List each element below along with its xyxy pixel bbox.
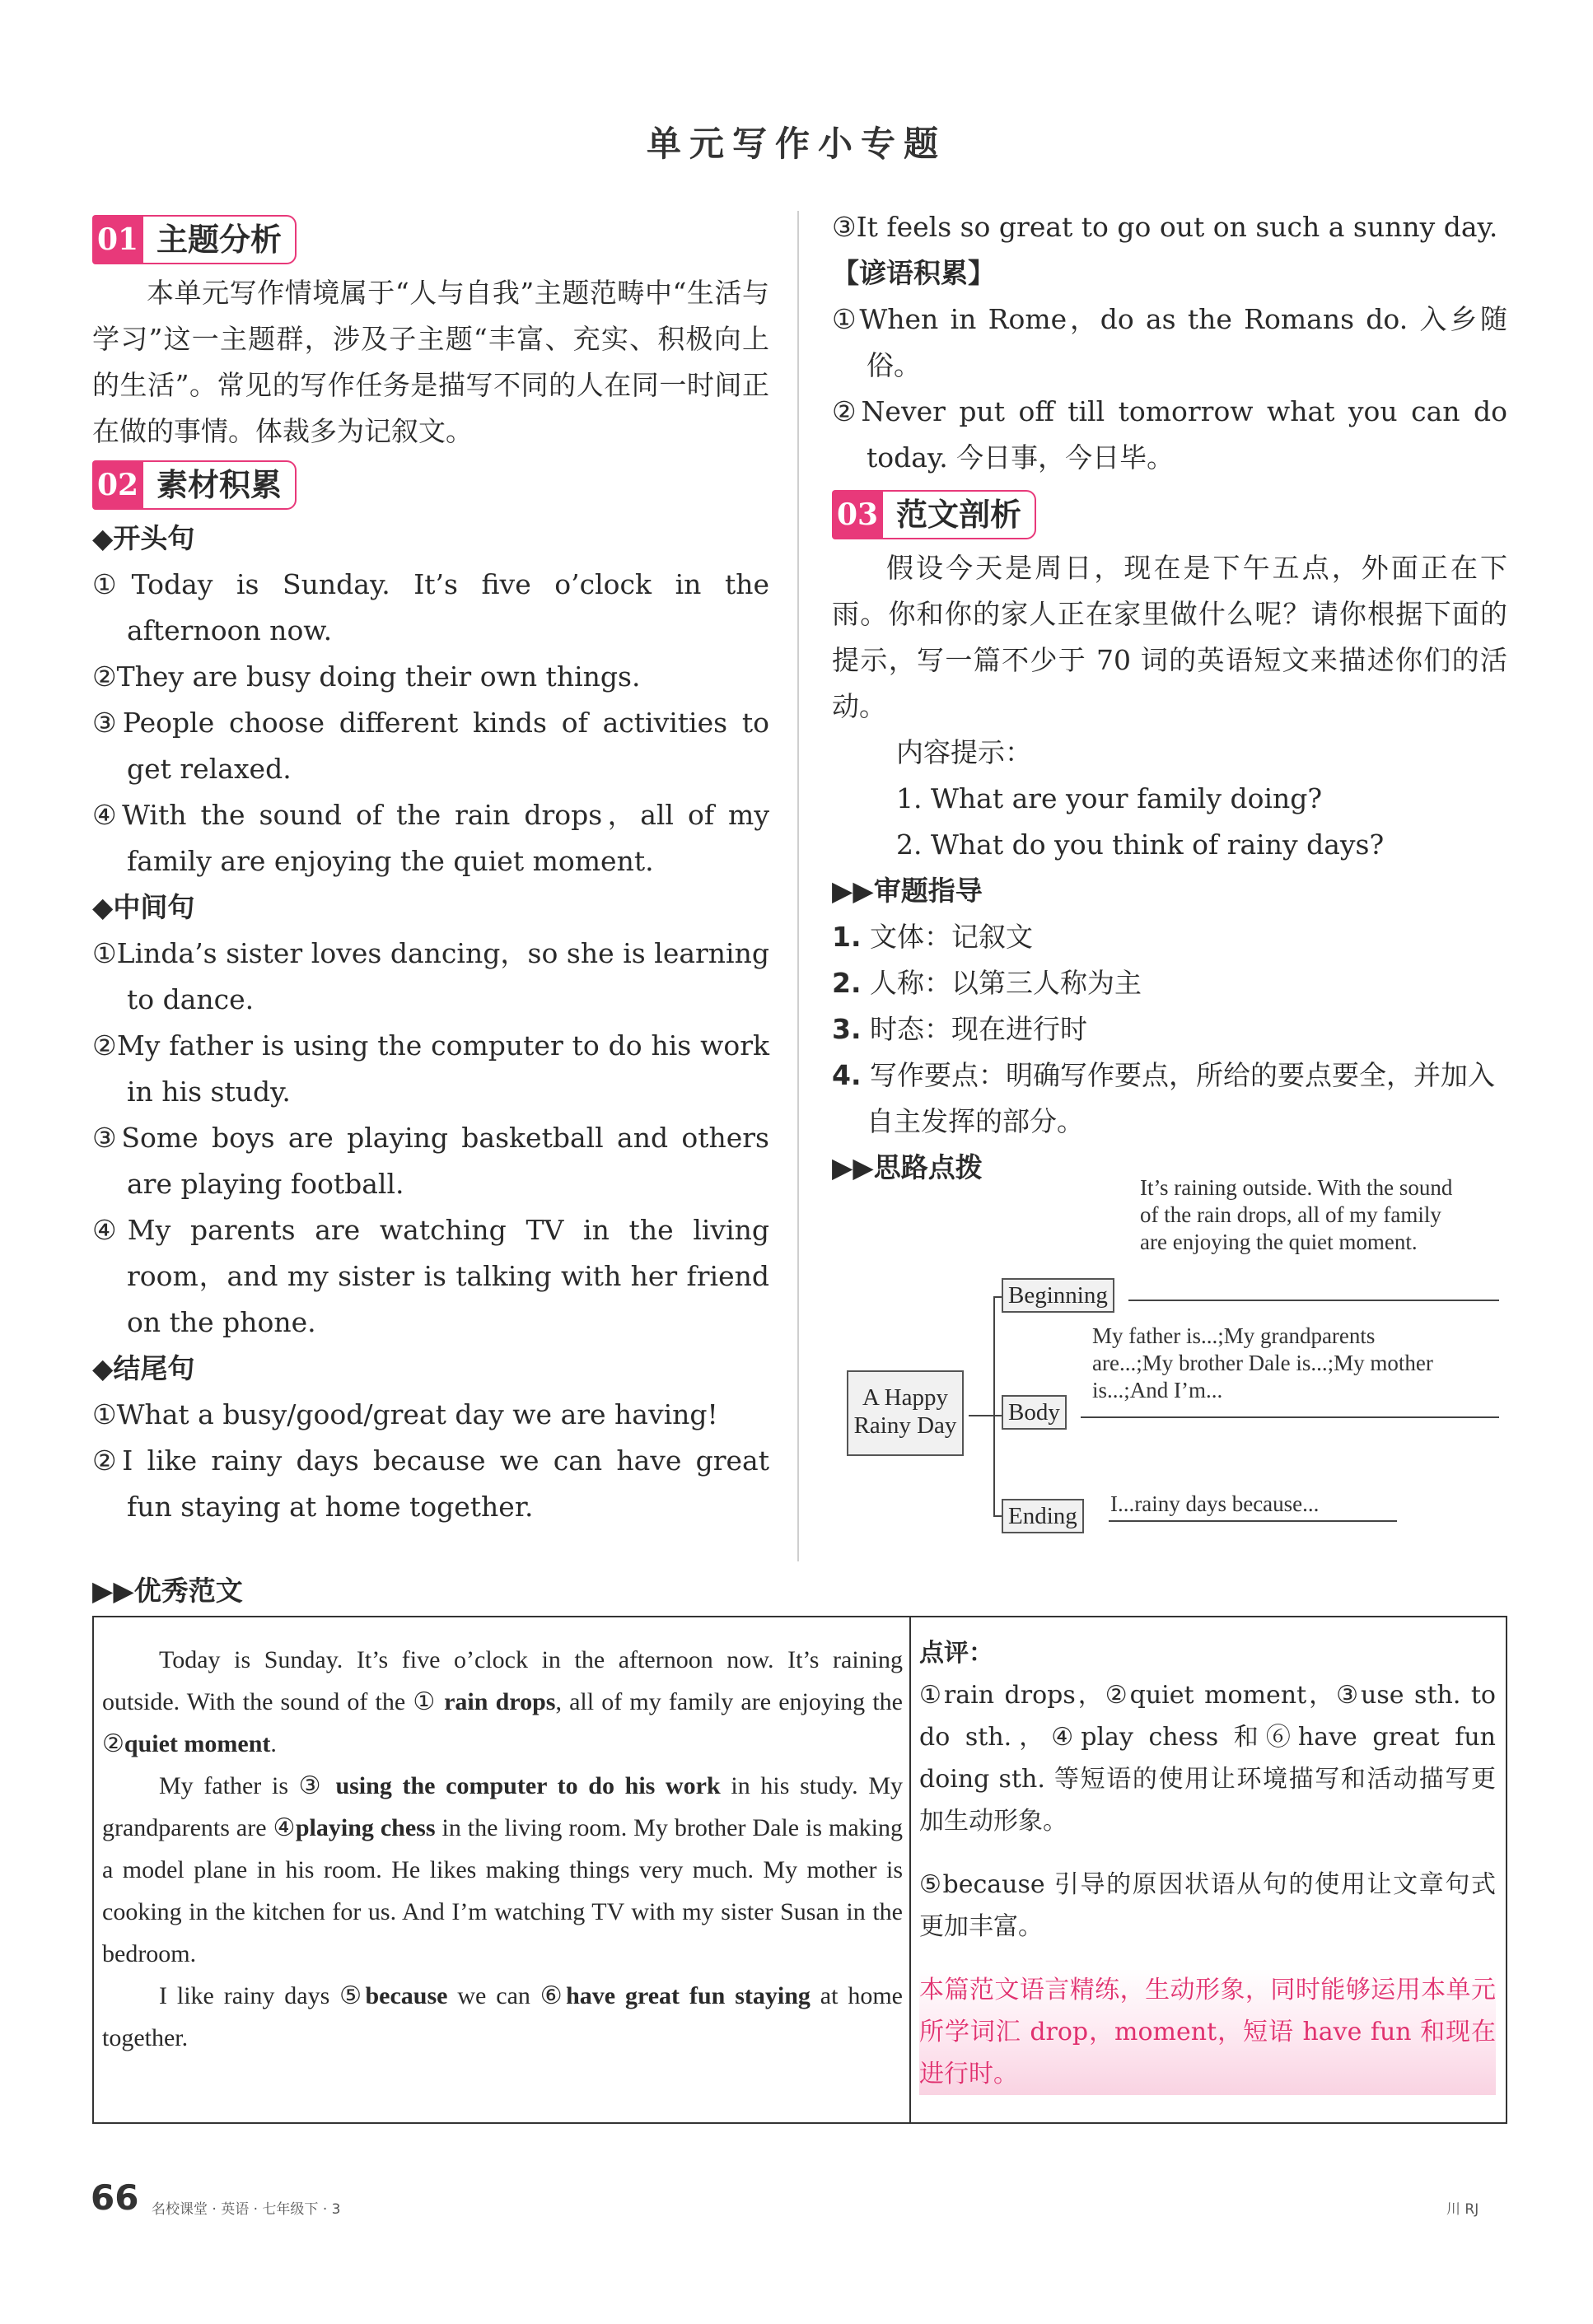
section-title: 范文剖析: [883, 490, 1036, 539]
comment-heading: 点评：: [919, 1639, 993, 1668]
list-item: ①Today is Sunday. It’s five o’clock in the afternoon now.: [92, 568, 769, 646]
guide-text: 时态：现在进行时: [870, 1013, 1087, 1045]
idea-heading: ▶▶思路点拨: [832, 1151, 983, 1183]
list-item: ①Linda’s sister loves dancing，so she is learning to dance.: [92, 937, 769, 1015]
essay-paragraph: My father is ③ using the computer to do his work in his study. My grandparents are ④playing chess in the living room. My brother Dale is making a model plane in his room. He likes making things very much. My mother is cooking in the kitchen for us. And I’m watching TV with my sister Susan in the bedroom.: [102, 1772, 903, 1967]
essay-paragraph: I like rainy days ⑤because we can ⑥have great fun staying at home together.: [102, 1982, 903, 2051]
proverb-item: ①When in Rome，do as the Romans do. 入乡随俗。: [832, 303, 1507, 381]
list-item: ②I like rainy days because we can have great fun staying at home together.: [92, 1444, 769, 1523]
list-item: ④My parents are watching TV in the living room，and my sister is talking with her friend on the phone.: [92, 1214, 769, 1338]
essay-cell: [94, 1617, 911, 2122]
guide-text: 文体：记叙文: [870, 921, 1033, 953]
guide-number: 3.: [832, 1013, 862, 1045]
guide-text: 写作要点：明确写作要点，所给的要点要全，并加入自主发挥的部分。: [867, 1059, 1495, 1137]
body-text: My father is...;My grandparents are...;My brother Dale is...;My mother is...;And I’m...: [1092, 1323, 1433, 1402]
connector-line: [969, 1415, 995, 1416]
opening-sentences-heading: ◆开头句: [92, 522, 195, 554]
footer-edition: 川 RJ: [1446, 2201, 1479, 2218]
guide-item: [832, 1006, 1507, 1052]
proverb-item: ②Never put off till tomorrow what you can do today. 今日事，今日毕。: [832, 395, 1507, 474]
mind-map: [840, 1175, 1499, 1542]
mind-map-beginning: Beginning: [1002, 1278, 1114, 1313]
hint-item: 2. What do you think of rainy days?: [896, 828, 1385, 861]
section-number: 01: [92, 215, 143, 264]
footer-text: 名校课堂 · 英语 · 七年级下 · 3: [152, 2201, 341, 2218]
branch-line: [1128, 1300, 1499, 1301]
left-column: [92, 212, 769, 1530]
sample-essay-table: [92, 1616, 1507, 2124]
sample-heading-text: ▶▶优秀范文: [92, 1575, 243, 1607]
guide-item: [832, 960, 1507, 1006]
list-item: ④With the sound of the rain drops，all of my family are enjoying the quiet moment.: [92, 799, 769, 877]
section-03-header: [832, 489, 1507, 540]
section-number: 03: [832, 490, 883, 539]
right-column: [832, 204, 1507, 1191]
section-02-header: [92, 460, 769, 511]
section-number: 02: [92, 460, 143, 510]
section-title: 主题分析: [143, 215, 297, 264]
guide-item: [832, 914, 1507, 960]
list-item: ②They are busy doing their own things.: [92, 660, 641, 693]
hint-item: 1. What are your family doing?: [896, 782, 1323, 814]
theme-analysis-text: 本单元写作情境属于“人与自我”主题范畴中“生活与学习”这一主题群，涉及子主题“丰富、充实、积极向上的生活”。常见的写作任务是描写不同的人在同一时间正在做的事情。体裁多为记叙文。: [92, 277, 769, 447]
hint-heading: 内容提示：: [896, 736, 1032, 768]
comment-text: [919, 1632, 1496, 2095]
list-item: ③People choose different kinds of activities to get relaxed.: [92, 707, 769, 785]
essay-text: [102, 1639, 903, 2059]
comment-paragraph: ①rain drops，②quiet moment，③use sth. to do sth.，④play chess 和⑥have great fun doing sth. 等短语的使用让环境描写和活动描写更加生动形象。: [919, 1681, 1496, 1836]
beginning-text: It’s raining outside. With the sound of the rain drops, all of my family are enjoying the quiet moment.: [1140, 1175, 1453, 1254]
list-item: ②My father is using the computer to do his work in his study.: [92, 1029, 769, 1108]
comment-highlight: 本篇范文语言精练，生动形象，同时能够运用本单元所学词汇 drop，moment，短语 have fun 和现在进行时。: [919, 1969, 1496, 2095]
guide-item: [832, 1052, 1507, 1145]
comment-paragraph: ⑤because 引导的原因状语从句的使用让文章句式更加丰富。: [919, 1870, 1496, 1941]
guide-number: 1.: [832, 921, 862, 953]
page-number: 66: [91, 2177, 139, 2218]
branch-line: [1109, 1520, 1397, 1522]
middle-sentences-heading: ◆中间句: [92, 891, 195, 923]
proverb-heading: 【谚语积累】: [832, 257, 995, 289]
guide-text: 人称：以第三人称为主: [870, 967, 1142, 999]
list-item: ③It feels so great to go out on such a sunny day.: [832, 211, 1498, 243]
guide-number: 4.: [832, 1059, 862, 1091]
list-item: ①What a busy/good/great day we are having!: [92, 1398, 718, 1430]
guide-number: 2.: [832, 967, 862, 999]
branch-line: [1081, 1416, 1499, 1418]
column-divider: [797, 211, 799, 1561]
essay-paragraph: Today is Sunday. It’s five o’clock in the afternoon now. It’s raining outside. With the sound of the ① rain drops, all of my family are enjoying the ②quiet moment.: [102, 1646, 903, 1757]
ending-sentences-heading: ◆结尾句: [92, 1352, 195, 1384]
comment-cell: [911, 1617, 1506, 2122]
ending-text: I...rainy days because...: [1110, 1491, 1320, 1516]
mind-map-body: Body: [1002, 1395, 1067, 1430]
section-title: 素材积累: [143, 460, 297, 510]
section-01-header: [92, 214, 769, 265]
mind-map-ending: Ending: [1002, 1499, 1084, 1533]
writing-prompt: 假设今天是周日，现在是下午五点，外面正在下雨。你和你的家人正在家里做什么呢？请你根据下面的提示，写一篇不少于 70 词的英语短文来描述你们的活动。: [832, 552, 1507, 722]
sample-heading: [92, 1568, 243, 1614]
guide-heading: ▶▶审题指导: [832, 875, 983, 907]
list-item: ③Some boys are playing basketball and others are playing football.: [92, 1122, 769, 1200]
page-title: 单元写作小专题: [646, 124, 946, 164]
connector-line: [993, 1296, 995, 1517]
mind-map-center: A Happy Rainy Day: [847, 1370, 964, 1456]
